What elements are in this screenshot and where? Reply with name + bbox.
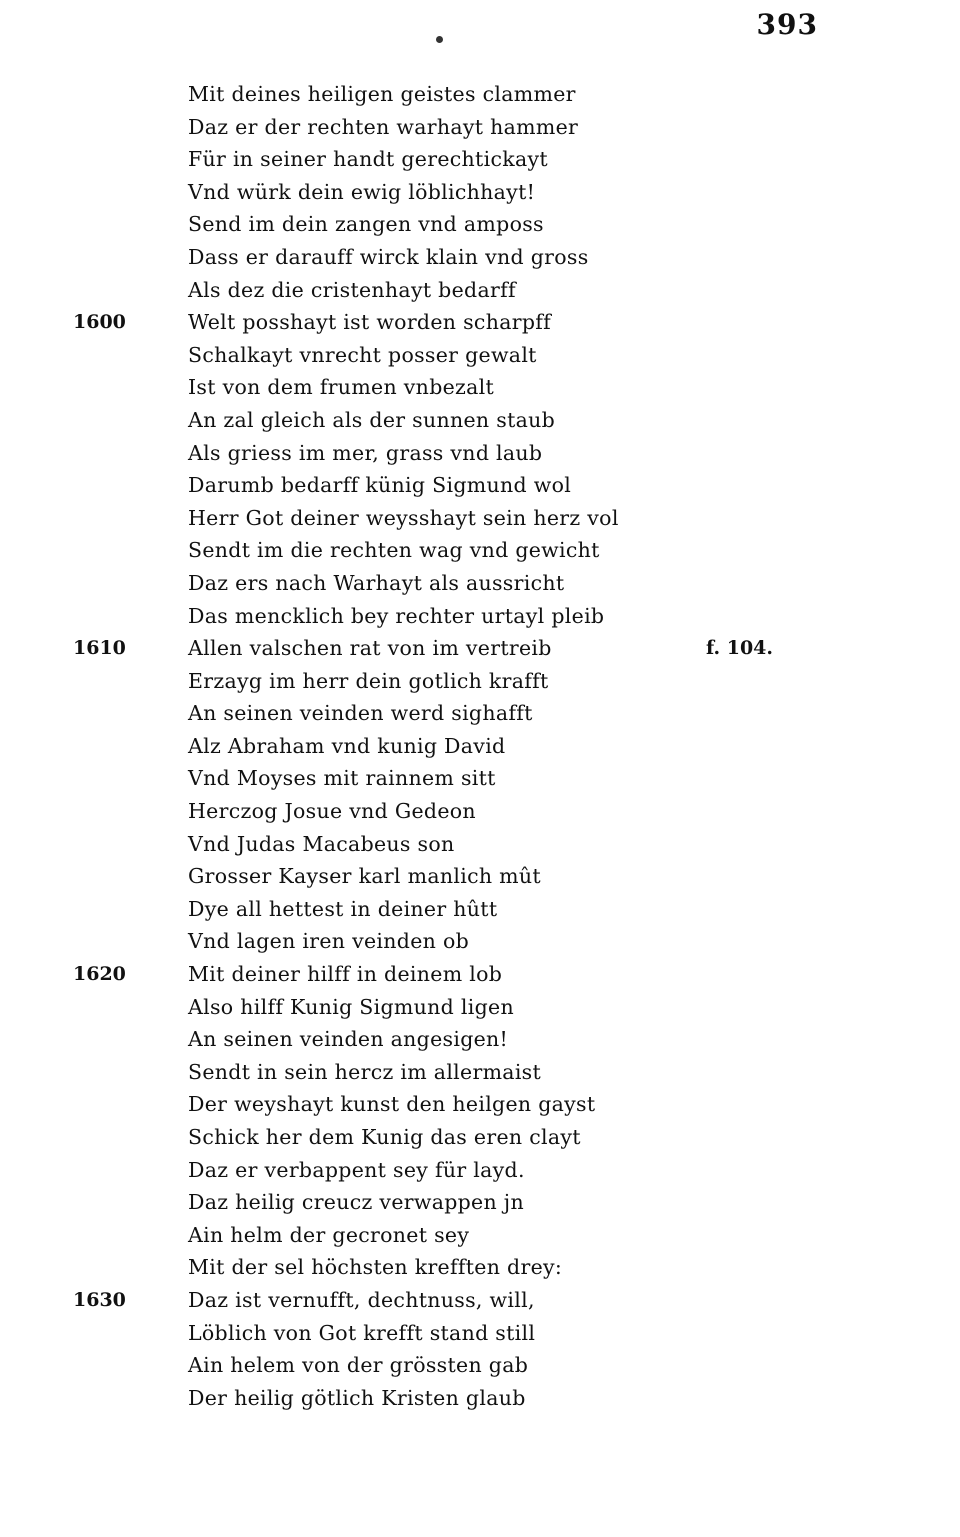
verse-text: Vnd Moyses mit rainnem sitt — [188, 766, 496, 791]
ink-speck — [436, 36, 443, 43]
page-number: 393 — [756, 8, 818, 41]
verse-text: Alz Abraham vnd kunig David — [188, 733, 506, 758]
verse-line — [0, 1251, 960, 1284]
verse-line — [0, 534, 960, 567]
verse-line — [0, 111, 960, 144]
verse-line — [0, 762, 960, 795]
verse-text: Send im dein zangen vnd amposs — [188, 212, 544, 237]
verse-text: Ain helem von der grössten gab — [188, 1353, 529, 1378]
verse-text: Daz er der rechten warhayt hammer — [188, 114, 579, 139]
verse-text: Also hilff Kunig Sigmund ligen — [188, 994, 514, 1019]
verse-line — [0, 274, 960, 307]
verse-text: Grosser Kayser karl manlich mût — [188, 864, 541, 889]
verse-line — [0, 795, 960, 828]
verse-line — [0, 567, 960, 600]
verse-line — [0, 958, 960, 991]
verse-text: Schalkayt vnrecht posser gewalt — [188, 342, 537, 367]
verse-line — [0, 730, 960, 763]
verse-text: Darumb bedarff künig Sigmund wol — [188, 473, 572, 498]
verse-line — [0, 1121, 960, 1154]
verse-text: Allen valschen rat von im vertreib — [188, 636, 552, 661]
verse-line — [0, 241, 960, 274]
verse-line — [0, 502, 960, 535]
verse-text: Sendt in sein hercz im allermaist — [188, 1059, 542, 1084]
verse-line — [0, 632, 960, 665]
verse-text: Dass er darauff wirck klain vnd gross — [188, 244, 589, 269]
verse-text: Das mencklich bey rechter urtayl pleib — [188, 603, 605, 628]
verse-text: Daz ers nach Warhayt als aussricht — [188, 570, 565, 595]
verse-text: Herr Got deiner weysshayt sein herz vol — [188, 505, 619, 530]
verse-text: Daz heilig creucz verwappen jn — [188, 1190, 524, 1215]
line-number: 1620 — [73, 963, 126, 986]
verse-line — [0, 469, 960, 502]
line-number: 1600 — [73, 311, 126, 334]
verse-line — [0, 208, 960, 241]
verse-text: Welt posshayt ist worden scharpff — [188, 310, 552, 335]
verse-line — [0, 1056, 960, 1089]
line-number: 1610 — [73, 637, 126, 660]
verse-line — [0, 78, 960, 111]
verse-line — [0, 437, 960, 470]
verse-line — [0, 306, 960, 339]
verse-line — [0, 1088, 960, 1121]
verse-text: An seinen veinden werd sighafft — [188, 701, 533, 726]
verse-text: Mit der sel höchsten krefften drey: — [188, 1255, 563, 1280]
verse-line — [0, 600, 960, 633]
verse-text: Daz ist vernufft, dechtnuss, will, — [188, 1287, 535, 1312]
verse-text: Mit deines heiligen geistes clammer — [188, 82, 576, 106]
verse-line — [0, 1023, 960, 1056]
verse-block — [0, 78, 960, 1414]
verse-line — [0, 371, 960, 404]
verse-line — [0, 176, 960, 209]
verse-line — [0, 1349, 960, 1382]
verse-text: Daz er verbappent sey für layd. — [188, 1157, 525, 1182]
verse-text: Sendt im die rechten wag vnd gewicht — [188, 538, 600, 563]
verse-text: Mit deiner hilff in deinem lob — [188, 962, 503, 987]
verse-line — [0, 665, 960, 698]
verse-text: Dye all hettest in deiner hûtt — [188, 896, 498, 921]
verse-line — [0, 860, 960, 893]
verse-line — [0, 893, 960, 926]
verse-text: Ist von dem frumen vnbezalt — [188, 375, 495, 400]
verse-text: Als griess im mer, grass vnd laub — [188, 440, 543, 465]
verse-line — [0, 697, 960, 730]
verse-line — [0, 1317, 960, 1350]
verse-text: Löblich von Got krefft stand still — [188, 1320, 536, 1345]
verse-text: Herczog Josue vnd Gedeon — [188, 799, 476, 824]
verse-text: An seinen veinden angesigen! — [188, 1027, 509, 1052]
verse-line — [0, 339, 960, 372]
verse-line — [0, 991, 960, 1024]
line-number: 1630 — [73, 1288, 126, 1311]
verse-text: Für in seiner handt gerechtickayt — [188, 147, 548, 172]
folio-marker: f. 104. — [706, 637, 774, 660]
verse-line — [0, 925, 960, 958]
verse-line — [0, 1284, 960, 1317]
verse-text: Ain helm der gecronet sey — [188, 1222, 470, 1247]
verse-line — [0, 1382, 960, 1415]
verse-text: Erzayg im herr dein gotlich krafft — [188, 668, 549, 693]
verse-line — [0, 143, 960, 176]
verse-text: An zal gleich als der sunnen staub — [188, 407, 556, 432]
verse-line — [0, 1186, 960, 1219]
verse-text: Der heilig götlich Kristen glaub — [188, 1385, 526, 1410]
verse-line — [0, 828, 960, 861]
verse-text: Vnd Judas Macabeus son — [188, 831, 455, 856]
verse-line — [0, 1154, 960, 1187]
verse-line — [0, 404, 960, 437]
verse-line — [0, 1219, 960, 1252]
verse-text: Vnd lagen iren veinden ob — [188, 929, 470, 954]
verse-text: Schick her dem Kunig das eren clayt — [188, 1125, 581, 1149]
verse-text: Als dez die cristenhayt bedarff — [188, 277, 516, 302]
verse-text: Der weyshayt kunst den heilgen gayst — [188, 1092, 596, 1117]
verse-text: Vnd würk dein ewig löblichhayt! — [188, 179, 536, 204]
